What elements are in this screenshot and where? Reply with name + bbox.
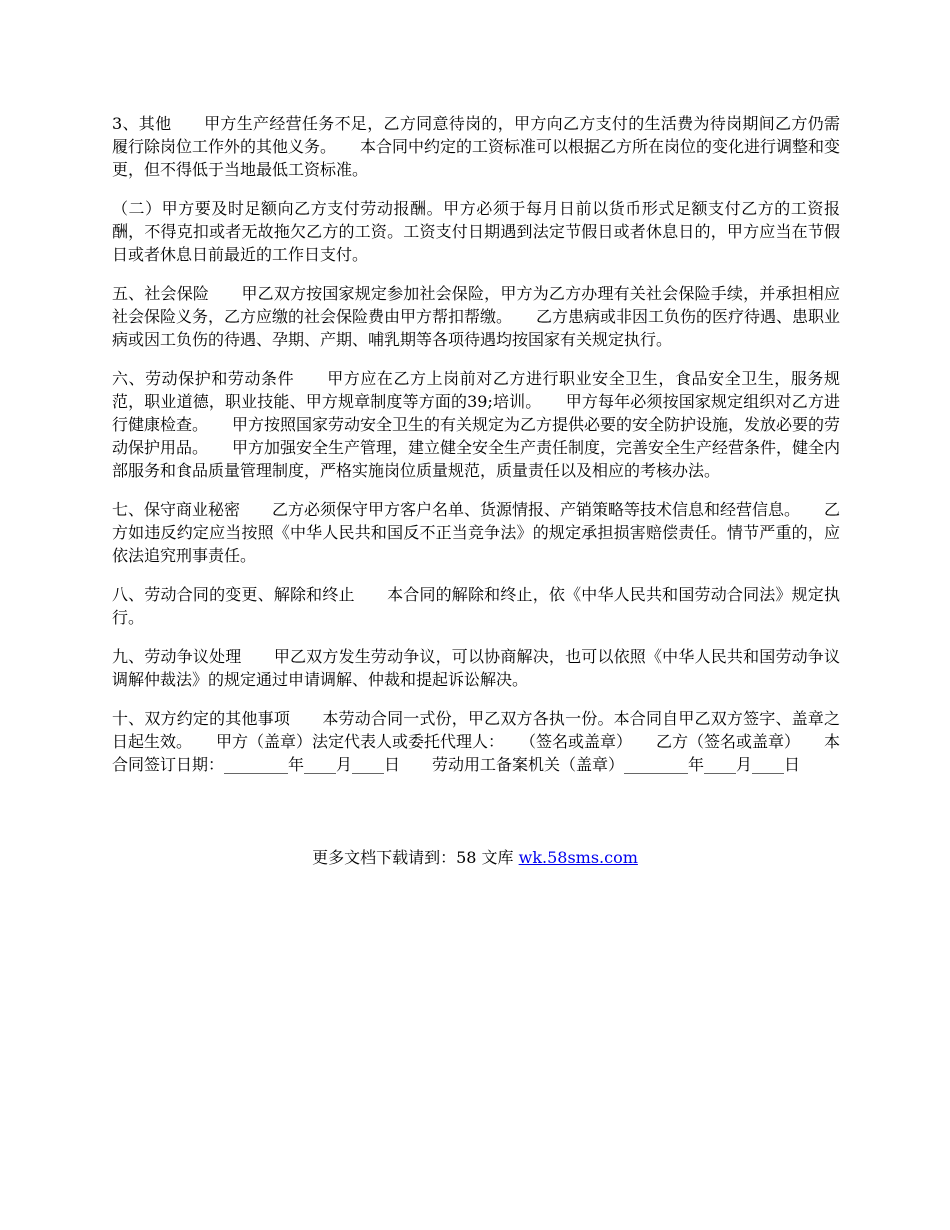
paragraph-trade-secrets: 七、保守商业秘密 乙方必须保守甲方客户名单、货源情报、产销策略等技术信息和经营信息。 乙方如违反约定应当按照《中华人民共和国反不正当竞争法》的规定承担损害赔偿责任。情节严重的，应依法追究刑事责任。 (112, 500, 841, 565)
paragraph-labor-disputes: 九、劳动争议处理 甲乙双方发生劳动争议，可以协商解决，也可以依照《中华人民共和国劳动争议调解仲裁法》的规定通过申请调解、仲裁和提起诉讼解决。 (112, 647, 840, 689)
paragraph-labor-protection: 六、劳动保护和劳动条件 甲方应在乙方上岗前对乙方进行职业安全卫生，食品安全卫生，服务规范，职业道德，职业技能、甲方规章制度等方面的39;培训。 甲方每年必须按国家规定组织对乙方进行健康检查。 甲方按照国家劳动安全卫生的有关规定为乙方提供必要的安全防护设施，发放必要的劳动保护用品。 甲方加强安全生产管理，建立健全安全生产责任制度，完善安全生产经营条件，健全内部服务和食品质量管理制度，严格实施岗位质量规范，质量责任以及相应的考核办法。 (112, 369, 841, 480)
footer-text: 更多文档下载请到：58 文库 (312, 848, 519, 867)
paragraph-other-agreements: 十、双方约定的其他事项 本劳动合同一式份，甲乙双方各执一份。本合同自甲乙双方签字、盖章之日起生效。 甲方（盖章）法定代表人或委托代理人： （签名或盖章） 乙方（签名或盖章） 本合同签订日期：________年____月____日 劳动用工备案机关（盖章）________年____月____日 (112, 709, 841, 774)
footer-link[interactable]: wk.58sms.com (518, 848, 638, 867)
document-body (112, 112, 840, 792)
paragraph-social-insurance: 五、社会保险 甲乙双方按国家规定参加社会保险，甲方为乙方办理有关社会保险手续，并承担相应社会保险义务，乙方应缴的社会保险费由甲方帮扣帮缴。 乙方患病或非因工负伤的医疗待遇、患职业病或因工负伤的待遇、孕期、产期、哺乳期等各项待遇均按国家有关规定执行。 (112, 284, 841, 349)
paragraph-wage-payment: （二）甲方要及时足额向乙方支付劳动报酬。甲方必须于每月日前以货币形式足额支付乙方的工资报酬，不得克扣或者无故拖欠乙方的工资。工资支付日期遇到法定节假日或者休息日的，甲方应当在节假日或者休息日前最近的工作日支付。 (112, 199, 840, 264)
paragraph-other-provisions: 3、其他 甲方生产经营任务不足，乙方同意待岗的，甲方向乙方支付的生活费为待岗期间乙方仍需履行除岗位工作外的其他义务。 本合同中约定的工资标准可以根据乙方所在岗位的变化进行调整和变更，但不得低于当地最低工资标准。 (112, 114, 841, 179)
paragraph-contract-termination: 八、劳动合同的变更、解除和终止 本合同的解除和终止，依《中华人民共和国劳动合同法》规定执行。 (112, 585, 840, 627)
footer (0, 846, 950, 869)
